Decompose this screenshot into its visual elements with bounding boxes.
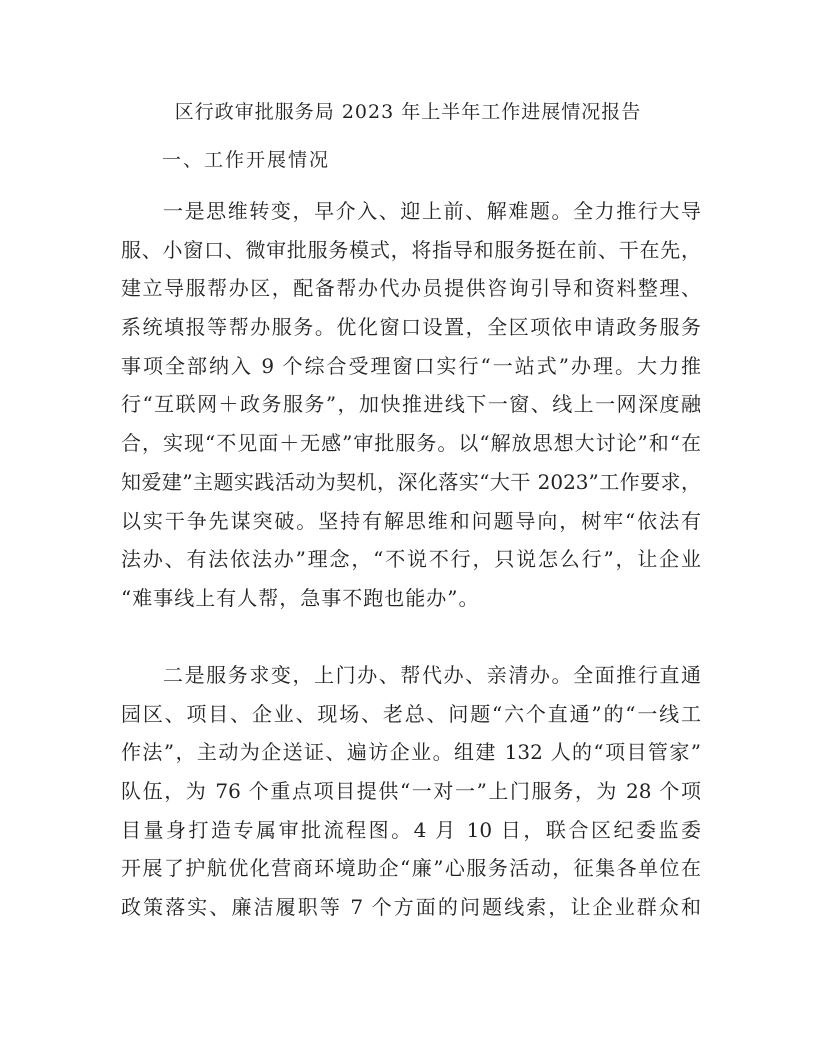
paragraph-line: 目量身打造专属审批流程图。4 月 10 日，联合区纪委监委 (121, 817, 701, 842)
paragraph-line: 行“互联网＋政务服务”，加快推进线下一窗、线上一网深度融 (121, 392, 701, 417)
paragraph-line: “难事线上有人帮，急事不跑也能办”。 (121, 585, 480, 610)
paragraph-line: 事项全部纳入 9 个综合受理窗口实行“一站式”办理。大力推 (121, 353, 701, 378)
paragraph-line: 以实干争先谋突破。坚持有解思维和问题导向，树牢“依法有 (121, 508, 701, 533)
paragraph-1 (121, 192, 701, 618)
document-title: 区行政审批服务局 2023 年上半年工作进展情况报告 (174, 101, 642, 123)
paragraph-line: 二是服务求变，上门办、帮代办、亲清办。全面推行直通 (163, 663, 701, 687)
paragraph-line: 政策落实、廉洁履职等 7 个方面的问题线索，让企业群众和 (121, 895, 701, 920)
paragraph-line: 一是思维转变，早介入、迎上前、解难题。全力推行大导 (163, 199, 701, 223)
paragraph-line: 知爱建”主题实践活动为契机，深化落实“大干 2023”工作要求， (121, 469, 701, 494)
paragraph-line: 开展了护航优化营商环境助企“廉”心服务活动，征集各单位在 (121, 856, 701, 881)
section-heading: 一、工作开展情况 (162, 149, 331, 171)
paragraph-line: 服、小窗口、微审批服务模式，将指导和服务挺在前、干在先， (121, 237, 701, 262)
paragraph-line: 建立导服帮办区，配备帮办代办员提供咨询引导和资料整理、 (121, 276, 701, 301)
paragraph-line: 系统填报等帮办服务。优化窗口设置，全区项依申请政务服务 (121, 315, 701, 340)
paragraph-2 (121, 656, 701, 927)
paragraph-line: 作法”，主动为企送证、遍访企业。组建 132 人的“项目管家” (121, 740, 701, 765)
paragraph-line: 法办、有法依法办”理念，“不说不行，只说怎么行”，让企业 (121, 547, 701, 572)
paragraph-line: 队伍，为 76 个重点项目提供“一对一”上门服务，为 28 个项 (121, 779, 701, 804)
paragraph-line: 园区、项目、企业、现场、老总、问题“六个直通”的“一线工 (121, 701, 701, 726)
paragraph-line: 合，实现“不见面＋无感”审批服务。以“解放思想大讨论”和“在 (121, 431, 701, 456)
